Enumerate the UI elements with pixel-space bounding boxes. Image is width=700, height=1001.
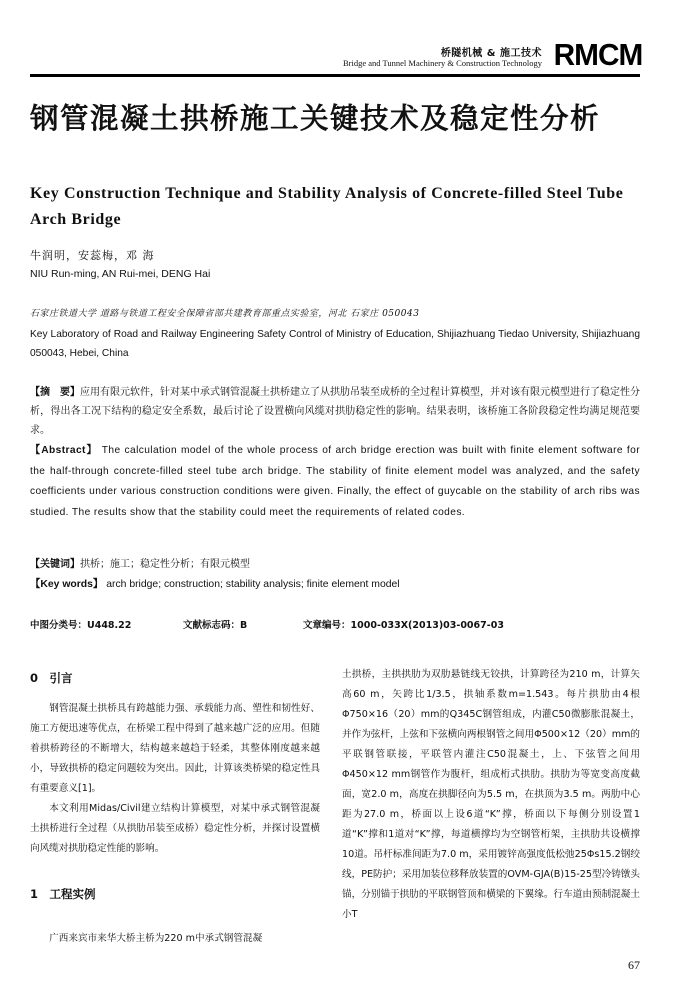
page-header xyxy=(0,0,700,80)
keywords-cn xyxy=(30,555,640,570)
abstract-cn xyxy=(30,383,640,440)
right-column-text: 土拱桥，主拱拱肋为双肋悬链线无铰拱，计算跨径为210 m，计算矢高60 m，矢跨比1/3.5，拱轴系数m=1.543。每片拱肋由4根Φ750×16（20）mm的Q345C钢管组成，内灌C50微膨胀混凝土，并作为弦杆，上弦和下弦横向两根钢管之间用Φ500×12（20）mm的平联钢管联接，平联管内灌注C50混凝土，上、下弦管之间用Φ450×12 mm钢管作为腹杆，组成桁式拱肋。拱肋为等宽变高度截面，宽2.0 m，高度在拱脚径向为5.5 m，在拱顶为3.5 m。两肋中心距为27.0 m，桥面以上设6道“K”撑，桥面以下每侧分别设置1道“K”撑和1道对“K”撑，每道横撑均为空钢管桁架，主拱肋共设横撑10道。吊杆标准间距为7.0 m，采用镀锌高强度低松弛25Φs15.2钢绞线，PE防护；采用加装位移释放装置的OVM-GJA(B)15-25型冷铸镦头锚，分别锚于拱肋的平联钢管顶和横梁的下翼缘。行车道由预制混凝土小T xyxy=(342,669,640,920)
title-en: Key Construction Technique and Stability Analysis of Concrete-filled Steel Tube Arch Bridge xyxy=(30,185,624,228)
body-left-column xyxy=(30,665,320,949)
abstract-en xyxy=(30,441,640,523)
keywords-en-label: 【Key words】 xyxy=(30,579,104,590)
abstract-cn-label: 【摘 要】 xyxy=(30,387,80,398)
keywords-en-text: arch bridge; construction; stability analysis; finite element model xyxy=(103,579,400,590)
authors-en: NIU Run-ming, AN Rui-mei, DENG Hai xyxy=(30,268,211,280)
section-0-title: 0 引言 xyxy=(30,671,73,685)
header-rule xyxy=(30,74,640,77)
article-number: 文章编号：1000-033X(2013)03-0067-03 xyxy=(303,620,504,631)
abstract-en-text: The calculation model of the whole process of arch bridge erection was built with finite element software for the half-through concrete-filled steel tube arch bridge. The stability of finite element model was analyzed, and the safety coefficients under various construction conditions were given. Finally, the effect of guycable on the stability of arch ribs was studied. The results show that the stability could meet the requirements of related codes. xyxy=(30,445,640,518)
journal-logo: RMCM xyxy=(553,37,643,72)
section-1-paragraph-1: 广西来宾市来华大桥主桥为220 m中承式钢管混凝 xyxy=(49,933,263,944)
title-cn: 钢管混凝土拱桥施工关键技术及稳定性分析 xyxy=(30,102,601,135)
document-code: 文献标志码：B xyxy=(183,620,248,631)
authors-cn: 牛润明，安蕊梅，邓 海 xyxy=(30,249,155,262)
journal-name xyxy=(343,48,542,68)
affiliation-cn: 石家庄铁道大学 道路与铁道工程安全保障省部共建教育部重点实验室，河北 石家庄 050043 xyxy=(30,309,420,319)
page-number: 67 xyxy=(628,958,640,972)
section-0-paragraph-2: 本文利用Midas/Civil建立结构计算模型，对某中承式钢管混凝土拱桥进行全过程（从拱肋吊装至成桥）稳定性分析，并探讨设置横向风缆对拱肋稳定性能的影响。 xyxy=(30,803,320,854)
abstract-en-label: 【Abstract】 xyxy=(30,445,98,456)
keywords-cn-text: 拱桥；施工；稳定性分析；有限元模型 xyxy=(80,559,250,570)
journal-name-cn: 桥隧机械 & 施工技术 xyxy=(440,48,542,59)
keywords-cn-label: 【关键词】 xyxy=(30,559,80,570)
abstract-cn-text: 应用有限元软件，针对某中承式钢管混凝土拱桥建立了从拱肋吊装至成桥的全过程计算模型，并对该有限元模型进行了稳定性分析，得出各工况下结构的稳定安全系数，最后讨论了设置横向风缆对拱肋稳定性的影响。结果表明，该桥施工各阶段稳定性均满足规范要求。 xyxy=(30,387,640,436)
section-0-paragraph-1: 钢管混凝土拱桥具有跨越能力强、承载能力高、塑性和韧性好、施工方便迅速等优点，在桥梁工程中得到了越来越广泛的应用。但随着拱桥跨径的不断增大，结构越来越趋于轻柔，其整体刚度越来越小，导致拱桥的稳定问题较为突出。因此，计算该类桥梁的稳定性具有重要意义[1]。 xyxy=(30,703,320,794)
journal-name-en: Bridge and Tunnel Machinery & Construction Technology xyxy=(343,58,542,68)
section-1-title: 1 工程实例 xyxy=(30,887,96,901)
keywords-en xyxy=(30,575,640,590)
body-right-column xyxy=(342,665,640,925)
affiliation-en: Key Laboratory of Road and Railway Engineering Safety Control of Ministry of Education, Shijiazhuang Tiedao University, Shijiazhuang 050043, Hebei, China xyxy=(30,329,640,359)
clc-number: 中图分类号：U448.22 xyxy=(30,620,132,631)
